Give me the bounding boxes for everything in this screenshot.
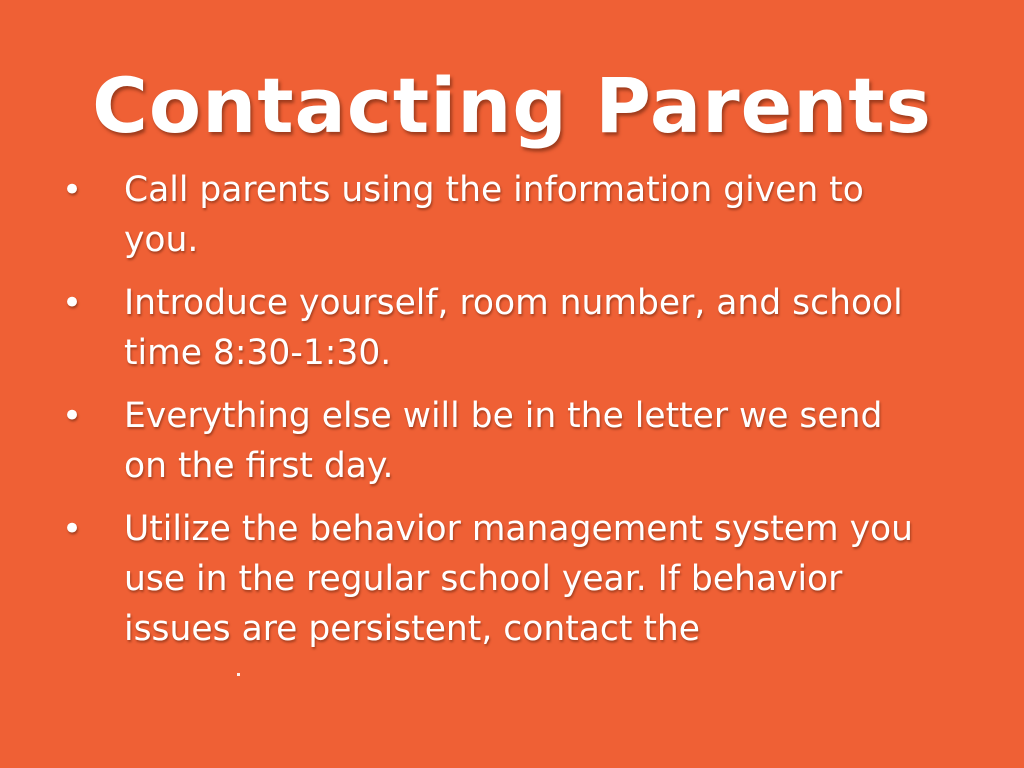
bullet-text: Utilize the behavior management system you use in the regular school year. If behavior issues are persistent, contact the bbox=[124, 509, 913, 649]
bullet-text: Introduce yourself, room number, and school time 8:30-1:30. bbox=[124, 283, 903, 373]
bullet-marker: • bbox=[61, 509, 83, 549]
bullet-item bbox=[0, 391, 1024, 491]
bullet-item bbox=[0, 165, 1024, 265]
bullet-text: Call parents using the information given to you. bbox=[124, 170, 864, 260]
bullet-marker: • bbox=[61, 396, 83, 436]
bullet-marker: • bbox=[61, 170, 83, 210]
overflow-text-fragment bbox=[237, 673, 240, 676]
bullet-list bbox=[0, 165, 1024, 685]
bullet-item bbox=[0, 278, 1024, 378]
bullet-marker: • bbox=[61, 283, 83, 323]
bullet-text: Everything else will be in the letter we send on the first day. bbox=[124, 396, 883, 486]
slide-title: Contacting Parents bbox=[92, 61, 932, 150]
bullet-item bbox=[0, 504, 1024, 654]
